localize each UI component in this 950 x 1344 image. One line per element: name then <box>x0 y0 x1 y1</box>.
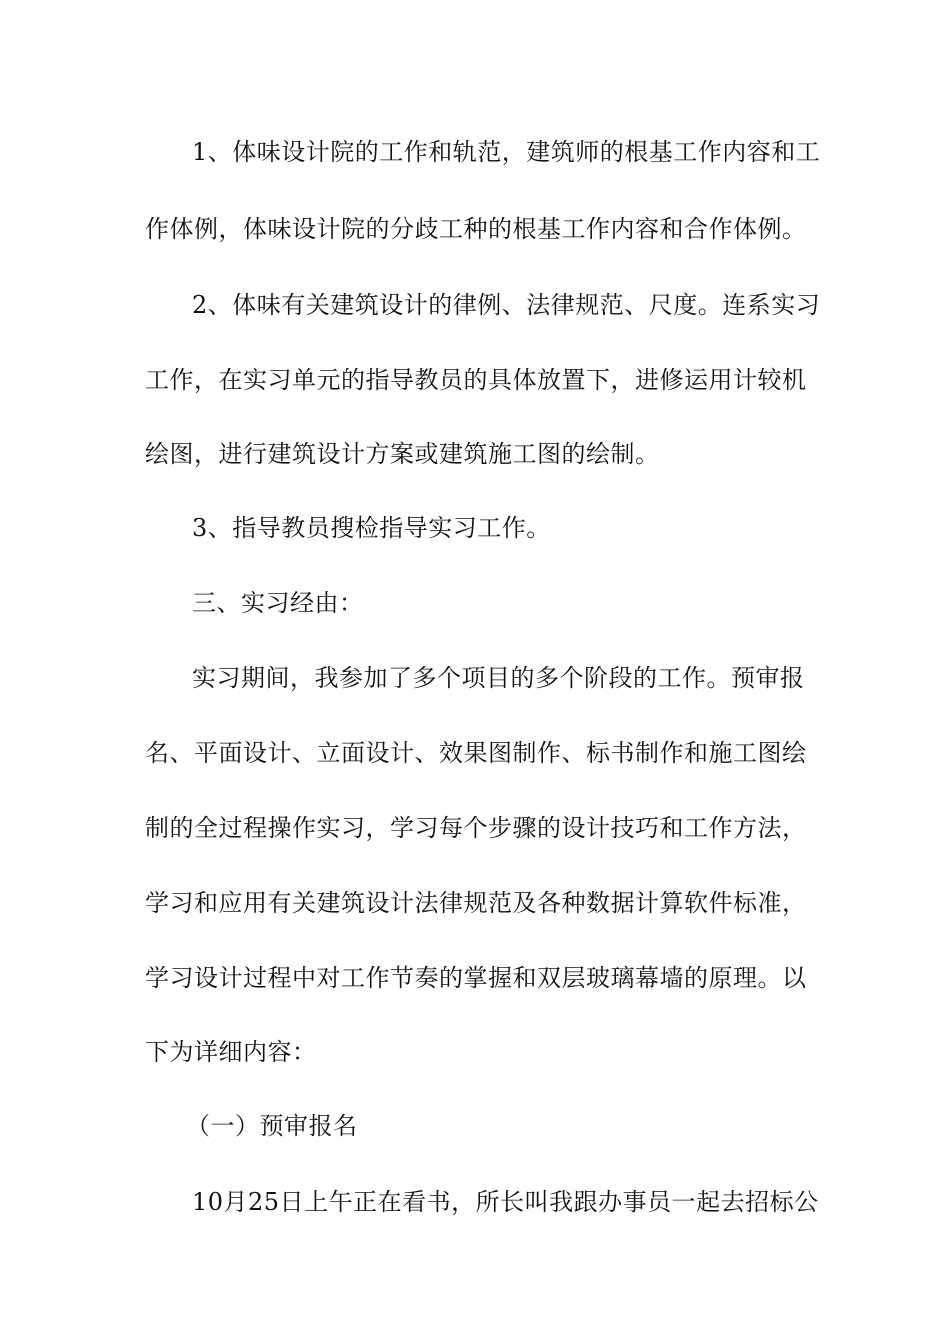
text-line: 实习期间，我参加了多个项目的多个阶段的工作。预审报 <box>192 664 805 692</box>
text-line: 作体例，体味设计院的分歧工种的根基工作内容和合作体例。 <box>145 215 807 243</box>
subsection-heading: （一）预审报名 <box>186 1112 358 1140</box>
text-line: 绘图，进行建筑设计方案或建筑施工图的绘制。 <box>145 440 660 468</box>
text-line: 10月25日上午正在看书，所长叫我跟办事员一起去招标公 <box>192 1188 819 1216</box>
text-line: 名、平面设计、立面设计、效果图制作、标书制作和施工图绘 <box>145 739 807 767</box>
text-line: 工作，在实习单元的指导教员的具体放置下，进修运用计较机 <box>145 366 807 394</box>
text-line: 制的全过程操作实习，学习每个步骤的设计技巧和工作方法， <box>145 814 807 842</box>
section-heading: 三、实习经由： <box>192 589 364 617</box>
text-line: 2、体味有关建筑设计的律例、法律规范、尺度。连系实习 <box>192 291 821 319</box>
text-line: 下为详细内容： <box>145 1038 317 1066</box>
text-line: 3、指导教员搜检指导实习工作。 <box>192 514 551 542</box>
text-line: 学习和应用有关建筑设计法律规范及各种数据计算软件标准， <box>145 889 807 917</box>
text-line: 学习设计过程中对工作节奏的掌握和双层玻璃幕墙的原理。以 <box>145 964 807 992</box>
text-line: 1、体味设计院的工作和轨范，建筑师的根基工作内容和工 <box>192 138 821 166</box>
